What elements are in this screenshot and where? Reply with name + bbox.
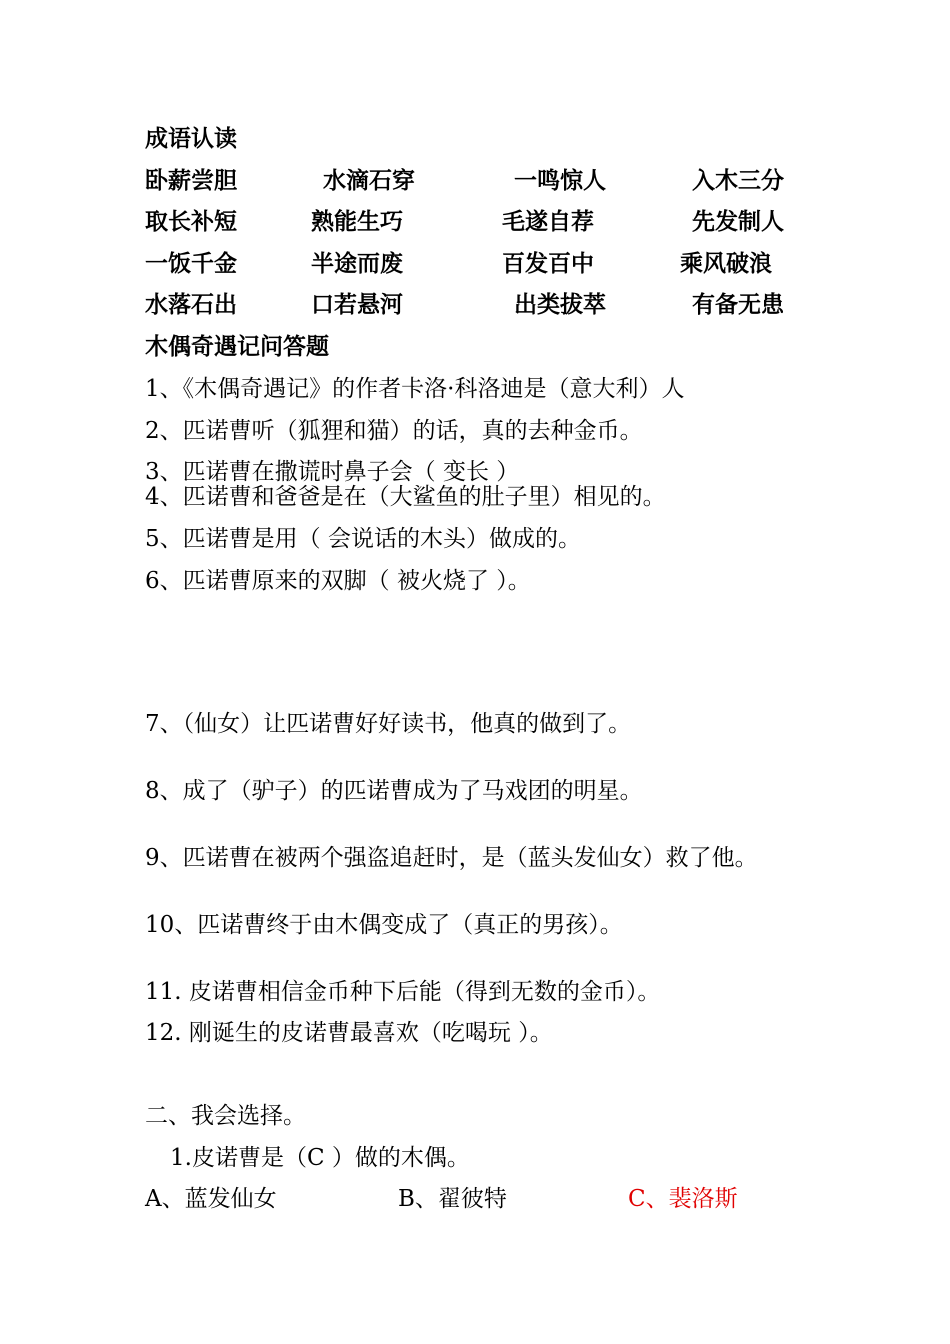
- choice-heading: 二、我会选择。: [145, 1103, 306, 1129]
- idiom-cell: 乘风破浪: [680, 251, 772, 277]
- qa-item: 10、匹诺曹终于由木偶变成了（真正的男孩）。: [145, 912, 623, 938]
- qa-item: 2、匹诺曹听（狐狸和猫）的话，真的去种金币。: [145, 418, 643, 444]
- qa-item: 7、（仙女）让匹诺曹好好读书，他真的做到了。: [145, 711, 632, 737]
- idiom-cell: 一鸣惊人: [514, 168, 606, 194]
- idiom-cell: 熟能生巧: [311, 209, 403, 235]
- idiom-cell: 取长补短: [145, 209, 237, 235]
- qa-item: 11. 皮诺曹相信金币种下后能（得到无数的金币）。: [145, 979, 661, 1005]
- qa-item: 5、匹诺曹是用（ 会说话的木头）做成的。: [145, 526, 581, 552]
- idiom-cell: 水滴石穿: [323, 168, 415, 194]
- idiom-cell: 半途而废: [311, 251, 403, 277]
- idiom-cell: 卧薪尝胆: [145, 168, 237, 194]
- idiom-cell: 毛遂自荐: [502, 209, 594, 235]
- qa-item: 3、匹诺曹在撒谎时鼻子会（ 变长 ）: [145, 459, 520, 485]
- idiom-cell: 口若悬河: [311, 292, 403, 318]
- qa-item: 12. 刚诞生的皮诺曹最喜欢（吃喝玩 ）。: [145, 1020, 553, 1046]
- choice-option-b: B、翟彼特: [398, 1186, 507, 1212]
- idioms-heading: 成语认读: [145, 126, 237, 152]
- idiom-cell: 百发百中: [502, 251, 594, 277]
- idiom-cell: 一饭千金: [145, 251, 237, 277]
- qa-heading: 木偶奇遇记问答题: [145, 334, 329, 360]
- idiom-cell: 先发制人: [692, 209, 784, 235]
- qa-item: 1、《木偶奇遇记》的作者卡洛·科洛迪是（意大利）人: [145, 376, 685, 402]
- qa-item: 4、匹诺曹和爸爸是在（大鲨鱼的肚子里）相见的。: [145, 484, 666, 510]
- idiom-cell: 有备无患: [692, 292, 784, 318]
- idiom-cell: 入木三分: [692, 168, 784, 194]
- choice-question: 1.皮诺曹是（C ）做的木偶。: [170, 1145, 470, 1171]
- qa-item: 6、匹诺曹原来的双脚（ 被火烧了 ）。: [145, 568, 531, 594]
- choice-option-c-answer: C、裴洛斯: [628, 1186, 738, 1212]
- idiom-cell: 出类拔萃: [514, 292, 606, 318]
- qa-item: 9、匹诺曹在被两个强盗追赶时，是（蓝头发仙女）救了他。: [145, 845, 758, 871]
- qa-item: 8、成了（驴子）的匹诺曹成为了马戏团的明星。: [145, 778, 643, 804]
- idiom-cell: 水落石出: [145, 292, 237, 318]
- choice-option-a: A、蓝发仙女: [145, 1186, 277, 1212]
